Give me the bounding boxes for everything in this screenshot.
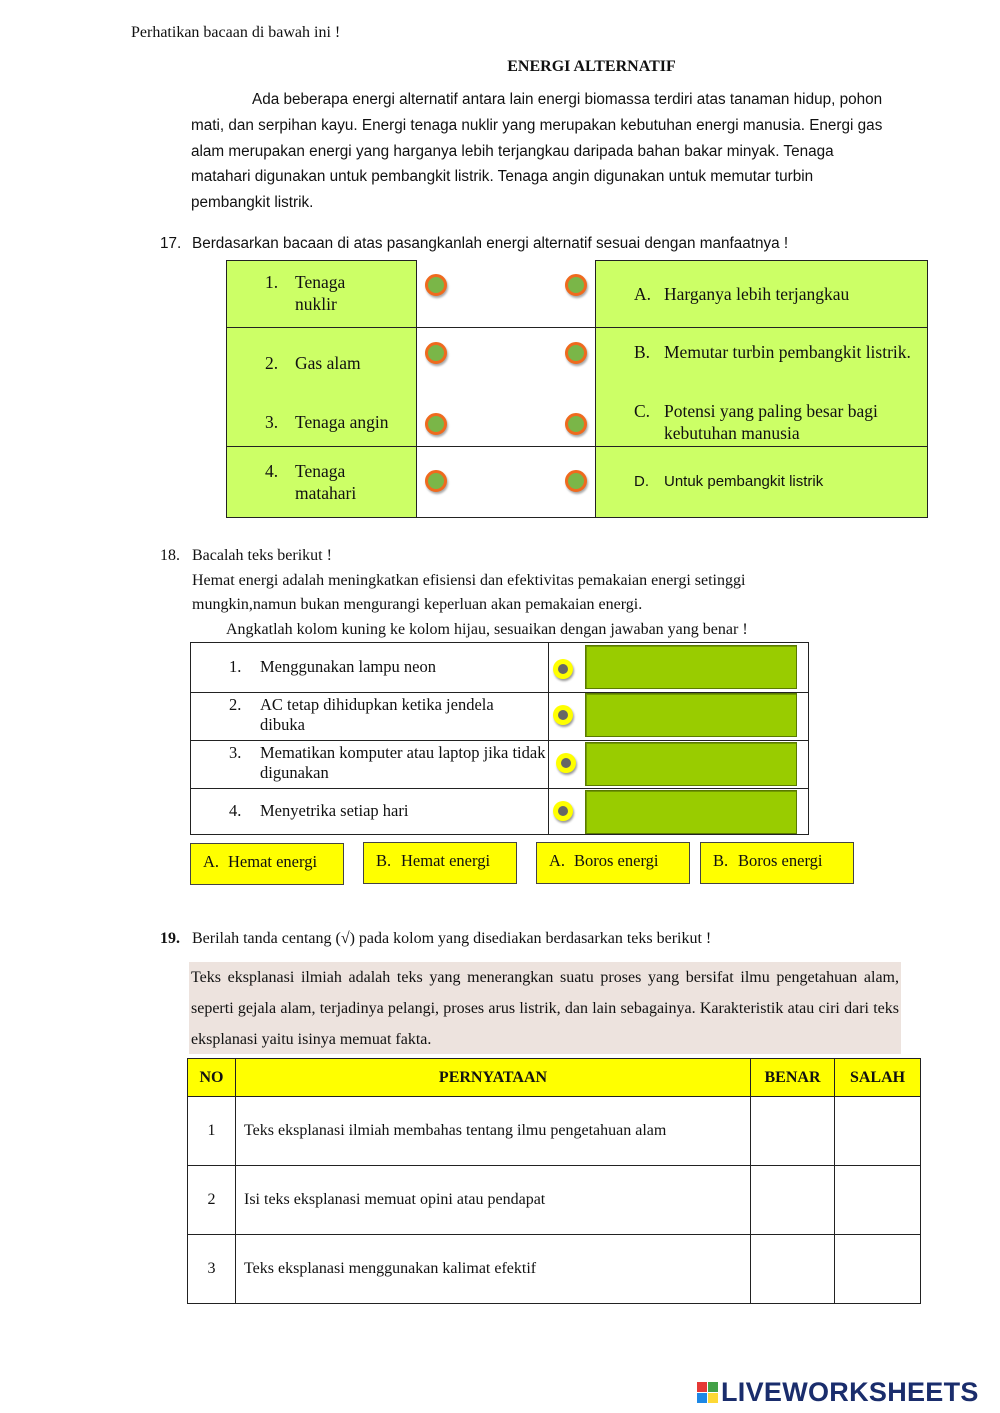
drag-chip-2[interactable] xyxy=(363,842,517,884)
matching-table xyxy=(226,260,928,518)
true-checkbox-cell[interactable] xyxy=(751,1166,835,1235)
drag-chip-4[interactable] xyxy=(700,842,854,884)
question-instruction: Berilah tanda centang (√) pada kolom yang disediakan berdasarkan teks berikut ! xyxy=(192,930,712,947)
item-label: Tenaga nuklir xyxy=(295,272,346,314)
item-letter: A. xyxy=(634,284,652,304)
drag-chip-3[interactable] xyxy=(536,842,690,884)
left-item-1 xyxy=(265,271,385,315)
chip-text: Hemat energi xyxy=(228,852,318,871)
right-item-b xyxy=(634,341,924,363)
chip-letter: B. xyxy=(713,851,729,870)
table-row xyxy=(188,1235,921,1304)
item-label: Tenaga angin xyxy=(295,412,389,432)
row-divider xyxy=(191,788,808,789)
question-number: 19. xyxy=(160,930,180,947)
header-false: SALAH xyxy=(835,1059,921,1097)
intro-text: Perhatikan bacaan di bawah ini ! xyxy=(131,24,341,41)
connector-dot[interactable] xyxy=(553,705,573,725)
item-text: Menyetrika setiap hari xyxy=(260,801,409,820)
false-checkbox-cell[interactable] xyxy=(835,1097,921,1166)
question-19 xyxy=(160,930,711,948)
item-number: 2. xyxy=(229,695,242,714)
row-statement: Teks eksplanasi ilmiah membahas tentang ilmu pengetahuan alam xyxy=(236,1097,751,1166)
table-header-row xyxy=(188,1059,921,1097)
table-row xyxy=(188,1097,921,1166)
item-text: AC tetap dihidupkan ketika jendela dibuka xyxy=(260,695,494,734)
true-checkbox-cell[interactable] xyxy=(751,1235,835,1304)
chip-letter: A. xyxy=(203,852,220,871)
statement-table xyxy=(187,1058,921,1304)
row-number: 3 xyxy=(188,1235,236,1304)
reading-paragraph: Ada beberapa energi alternatif antara lain energi biomassa terdiri atas tanaman hidup, pohon mati, dan serpihan kayu. Energi tenaga nuklir yang merupakan kebutuhan energi manusia. Energi gas alam merupakan energi yang harganya lebih terjangkau daripada bahan bakar minyak. Tenaga matahari digunakan untuk pembangkit listrik. Tenaga angin digunakan untuk memutar turbin pembangkit listrik. xyxy=(191,91,883,212)
match-dot-left-4[interactable] xyxy=(425,470,447,492)
row-statement: Teks eksplanasi menggunakan kalimat efektif xyxy=(236,1235,751,1304)
question-number: 17. xyxy=(160,235,182,252)
item-letter: C. xyxy=(634,401,651,421)
item-number: 1. xyxy=(265,272,279,292)
left-item-4 xyxy=(265,460,385,504)
item-letter: D. xyxy=(634,473,649,490)
item-letter: B. xyxy=(634,342,651,362)
match-dot-left-3[interactable] xyxy=(425,413,447,435)
drop-zone-3[interactable] xyxy=(585,742,797,786)
question-text: Berdasarkan bacaan di atas pasangkanlah energi alternatif sesuai dengan manfaatnya ! xyxy=(192,235,789,252)
item-number: 1. xyxy=(229,657,242,676)
item-label: Harganya lebih terjangkau xyxy=(664,284,850,304)
brand-name: LIVEWORKSHEETS xyxy=(721,1376,979,1407)
connector-dot[interactable] xyxy=(553,659,573,679)
row-statement: Isi teks eksplanasi memuat opini atau pendapat xyxy=(236,1166,751,1235)
row-divider xyxy=(191,740,808,741)
item-number: 3. xyxy=(265,412,279,432)
item-label: Tenaga matahari xyxy=(295,461,357,503)
right-item-c xyxy=(634,400,924,444)
item-number: 2. xyxy=(265,353,279,373)
match-dot-right-b[interactable] xyxy=(565,342,587,364)
chip-letter: B. xyxy=(376,851,392,870)
question-18 xyxy=(160,544,812,642)
item-label: Untuk pembangkit listrik xyxy=(664,473,824,490)
drop-zone-4[interactable] xyxy=(585,790,797,834)
row-number: 1 xyxy=(188,1097,236,1166)
item-number: 4. xyxy=(229,801,242,820)
drop-zone-2[interactable] xyxy=(585,693,797,737)
table-row xyxy=(188,1166,921,1235)
item-number: 3. xyxy=(229,743,242,762)
question-17 xyxy=(160,235,788,253)
right-item-a xyxy=(634,283,924,305)
question-heading: Bacalah teks berikut ! xyxy=(192,547,332,564)
chip-text: Boros energi xyxy=(574,851,659,870)
right-item-d xyxy=(634,471,924,493)
drag-chip-1[interactable] xyxy=(190,843,344,885)
question-number: 18. xyxy=(160,547,180,564)
chip-text: Boros energi xyxy=(738,851,823,870)
item-text: Menggunakan lampu neon xyxy=(260,657,436,676)
true-checkbox-cell[interactable] xyxy=(751,1097,835,1166)
chip-letter: A. xyxy=(549,851,566,870)
reading-passage xyxy=(191,87,891,216)
brand-logo xyxy=(697,1377,979,1407)
item-text: Mematikan komputer atau laptop jika tidak digunakan xyxy=(260,743,546,782)
false-checkbox-cell[interactable] xyxy=(835,1235,921,1304)
drop-zone-1[interactable] xyxy=(585,645,797,689)
false-checkbox-cell[interactable] xyxy=(835,1166,921,1235)
reading-title: ENERGI ALTERNATIF xyxy=(507,58,676,75)
match-dot-right-a[interactable] xyxy=(565,274,587,296)
row-number: 2 xyxy=(188,1166,236,1235)
question-instruction: Angkatlah kolom kuning ke kolom hijau, sesuaikan dengan jawaban yang benar ! xyxy=(226,620,748,638)
match-dot-left-2[interactable] xyxy=(425,342,447,364)
left-item-2 xyxy=(265,352,405,374)
explanation-passage: Teks eksplanasi ilmiah adalah teks yang menerangkan suatu proses yang bersifat ilmu pengetahuan alam, seperti gejala alam, terjadinya pelangi, proses arus listrik, dan lain sebagainya. Karakteristik atau ciri dari teks eksplanasi yaitu isinya memuat fakta. xyxy=(189,962,901,1054)
header-statement: PERNYATAAN xyxy=(236,1059,751,1097)
item-label: Memutar turbin pembangkit listrik. xyxy=(664,342,911,362)
match-dot-right-d[interactable] xyxy=(565,470,587,492)
left-item-3 xyxy=(265,411,415,433)
brand-logo-icon xyxy=(697,1382,718,1403)
item-label: Gas alam xyxy=(295,353,361,373)
header-true: BENAR xyxy=(751,1059,835,1097)
match-dot-left-1[interactable] xyxy=(425,274,447,296)
item-label: Potensi yang paling besar bagi kebutuhan manusia xyxy=(664,401,878,443)
match-dot-right-c[interactable] xyxy=(565,413,587,435)
item-number: 4. xyxy=(265,461,279,481)
question-body: Hemat energi adalah meningkatkan efisiensi dan efektivitas pemakaian energi setinggi mungkin,namun bukan mengurangi keperluan akan pemakaian energi. xyxy=(192,571,746,613)
connector-dot[interactable] xyxy=(553,801,573,821)
chip-text: Hemat energi xyxy=(401,851,491,870)
connector-dot[interactable] xyxy=(556,753,576,773)
header-no: NO xyxy=(188,1059,236,1097)
